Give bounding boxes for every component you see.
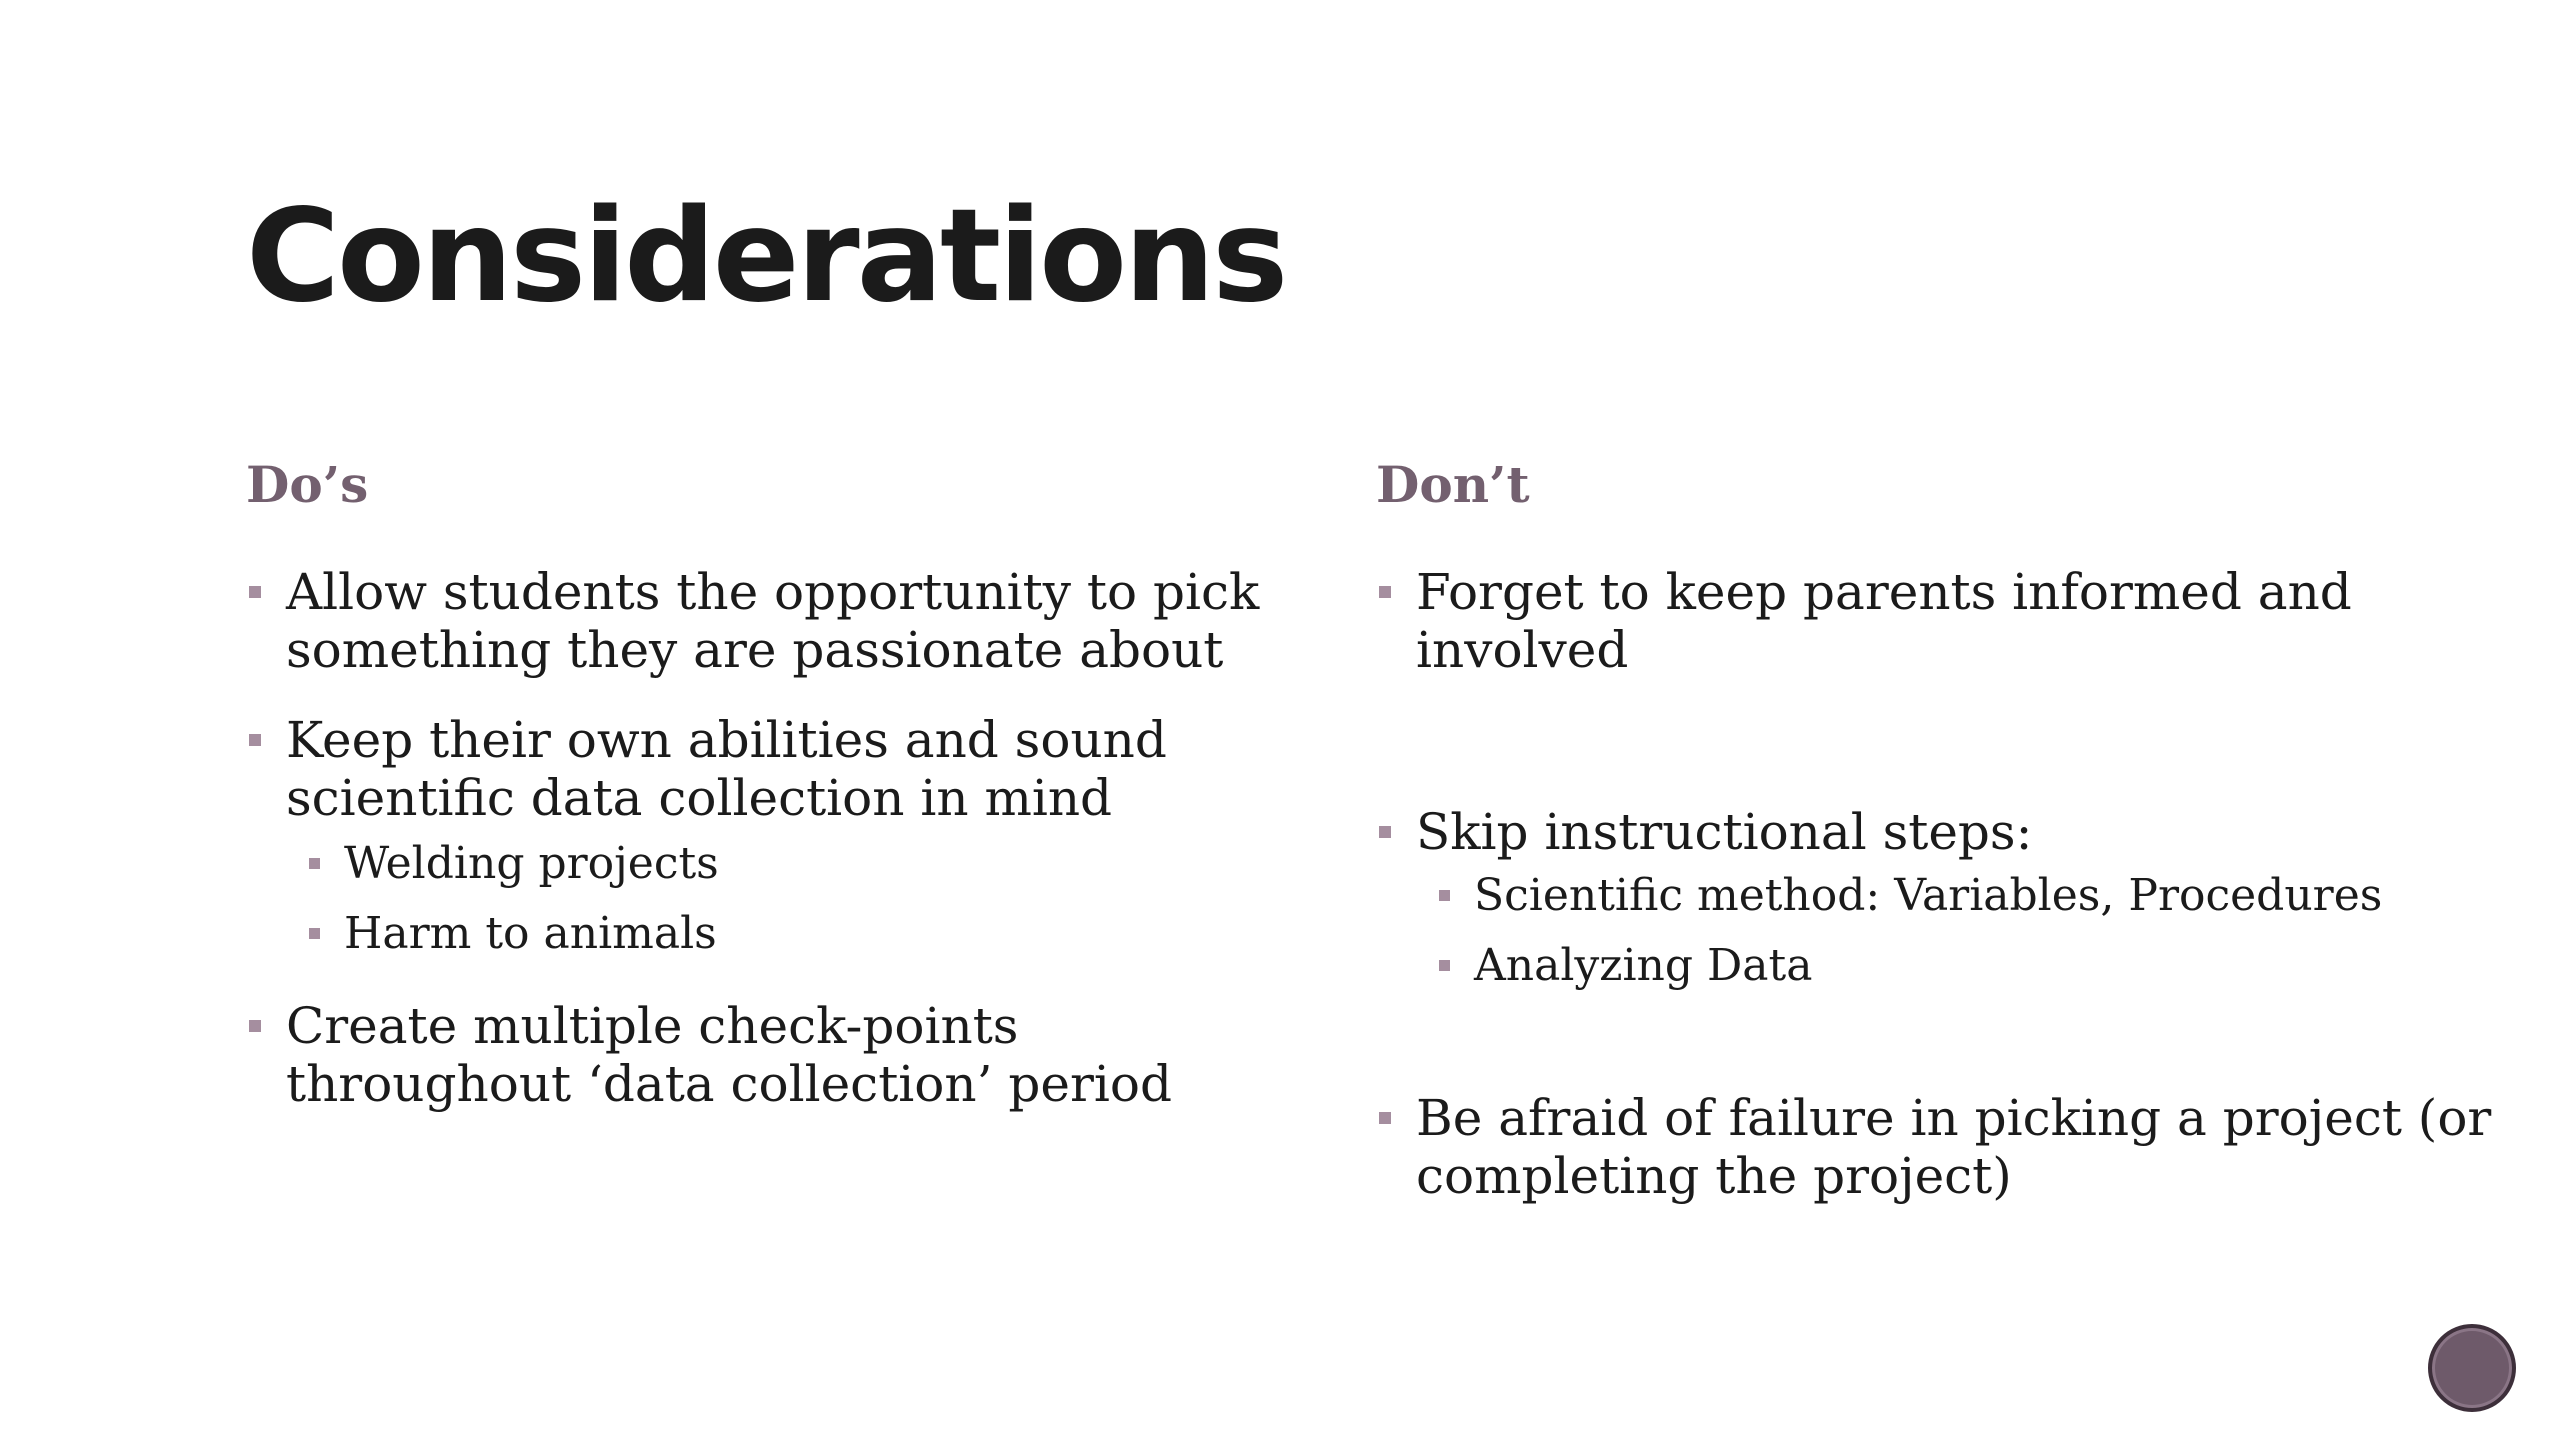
list-item-text: Create multiple check-points throughout ‘data collection’ period [286,997,1172,1113]
donts-column [1376,455,2526,1205]
square-bullet-icon [1379,826,1391,838]
list-item-text: Allow students the opportunity to pick something they are passionate about [286,563,1260,679]
square-bullet-icon [1439,890,1450,901]
list-item [1376,563,2526,679]
list-item [246,563,1286,679]
list-item [246,711,1286,827]
slide-title: Considerations [246,182,1286,331]
donts-heading: Don’t [1376,455,1530,514]
slide-badge-icon [2428,1324,2516,1412]
square-bullet-icon [309,858,320,869]
dos-column [246,455,1286,1113]
sub-list-item-text: Harm to animals [344,908,717,959]
list-item-text: Skip instructional steps: [1416,803,2033,861]
square-bullet-icon [1439,960,1450,971]
dos-heading: Do’s [246,455,369,514]
sub-list-item-text: Scientific method: Variables, Procedures [1474,870,2383,921]
list-item-text: Forget to keep parents informed and involved [1416,563,2352,679]
list-item [1376,803,2526,861]
square-bullet-icon [249,1020,261,1032]
list-item [246,997,1286,1113]
sub-list-item [1376,869,2526,923]
sub-list-item [1376,939,2526,993]
square-bullet-icon [309,928,320,939]
sub-list-item [246,907,1286,961]
sub-list-item-text: Analyzing Data [1474,940,1813,991]
list-item-text: Be afraid of failure in picking a project (or completing the project) [1416,1089,2492,1205]
sub-list-item [246,837,1286,891]
list-item-text: Keep their own abilities and sound scientific data collection in mind [286,711,1167,827]
list-item [1376,1089,2526,1205]
square-bullet-icon [249,586,261,598]
square-bullet-icon [1379,586,1391,598]
sub-list-item-text: Welding projects [344,838,719,889]
square-bullet-icon [249,734,261,746]
square-bullet-icon [1379,1112,1391,1124]
